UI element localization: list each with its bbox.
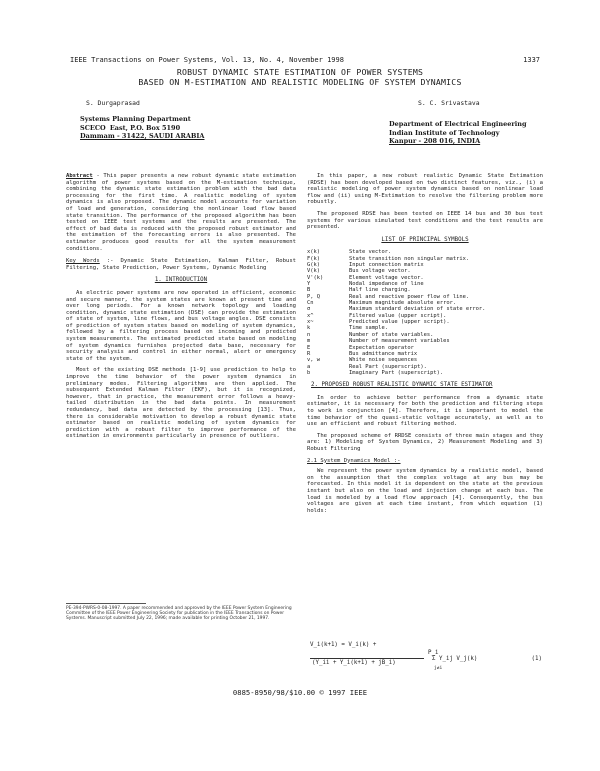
intro-paragraph-2: Most of the existing DSE methods [1-9] use prediction to help to improve the time behavior of the power system dynamics in preliminary modes. Filtering algorithms are then applied. The subsequent Extended Kalman Filter (EKF), but it is recognized, however, that in practice, the measurement error follows a heavy-tailed distribution in the bad data points. In measurement redundancy, bad data are detected by the processing [13]. Thus, there is considerable motivation to develop a robust dynamic state estimator based on realistic modeling of system dynamics for prediction with a robust filter to improve performance of the estimation in environments particularly in presence of outliers. bbox=[66, 367, 296, 440]
equation-numerator: P_i bbox=[428, 650, 439, 656]
symbol-description: Number of state variables. bbox=[349, 331, 434, 338]
right-intro-paragraph-1: In this paper, a new robust realistic Dynamic State Estimation (RDSE) has been developed based on two distinct features, viz., (i) a realistic modeling of power system dynamics based on nonlinear load flow and (ii) using M-Estimation to resolve the filtering problem more robustly. bbox=[307, 173, 543, 206]
keywords-label: Key Words bbox=[66, 258, 100, 265]
equation-fraction-bar bbox=[310, 658, 424, 659]
equation-lhs: V_i(k+1) = V_i(k) + bbox=[310, 642, 377, 648]
symbol: F(k) bbox=[307, 255, 320, 262]
symbols-table bbox=[307, 249, 485, 376]
symbol-description: Bus voltage vector. bbox=[349, 268, 411, 275]
right-intro-paragraph-2: The proposed RDSE has been tested on IEEE 14 bus and 30 bus test systems for various simulated test conditions and the test results are presented. bbox=[307, 210, 543, 231]
abstract-label: Abstract bbox=[66, 173, 93, 179]
author-dept-left: Systems Planning Department bbox=[80, 115, 191, 123]
footnote-rule bbox=[66, 603, 146, 604]
author-affiliation-right bbox=[389, 120, 569, 146]
symbol: Y bbox=[307, 281, 311, 288]
symbol: B bbox=[307, 287, 311, 294]
abstract-text: - This paper presents a new robust dynamic state estimation algorithm of power systems based on the M-estimation technique, combining the dynamic state estimation problem with the bad data processing for the first time. A realistic modeling of system dynamics is also proposed. The dynamic model accounts for variation of load and generation, considering the nonlinear load flow based state transition. The performance of the proposed algorithm has been tested on IEEE test systems and the results are presented. The effect of bad data is reduced with the proposed robust estimator and the estimation of the forecasting errors is also presented. The estimator produces good results for all the system measurement conditions. bbox=[66, 173, 297, 252]
symbol: G(k) bbox=[307, 262, 320, 269]
equation-number: (1) bbox=[531, 656, 542, 662]
author-address-right: Kanpur - 208 016, INDIA bbox=[389, 137, 481, 146]
symbol: P, Q bbox=[307, 293, 320, 300]
equation-denominator: (Y_ii + Y_i(k+1) + jB_i) bbox=[312, 660, 396, 666]
symbol: R bbox=[307, 350, 311, 357]
symbol: m bbox=[307, 338, 311, 345]
author-org-left: SCECO East, P.O. Box 5190 bbox=[80, 123, 181, 132]
symbol: x~ bbox=[307, 319, 314, 326]
equation-sum: Σ Y_ij V_j(k) bbox=[432, 656, 478, 662]
symbol-description: Half line charging. bbox=[349, 287, 411, 294]
left-column bbox=[66, 173, 296, 445]
footnote: PE-394-PWRS-0-08-1997. A paper recommended and approved by the IEEE Power System Engineering Committee of the IEEE Power Engineering Society for publication in the IEEE Transactions on Power Systems. Manuscript submitted July 22, 1996; made available for printing October 21, 1997. bbox=[66, 606, 292, 622]
journal-citation: IEEE Transactions on Power Systems, Vol. 13, No. 4, November 1998 bbox=[70, 56, 344, 64]
symbol: E bbox=[307, 344, 311, 351]
paper-title-line-1: ROBUST DYNAMIC STATE ESTIMATION OF POWER SYSTEMS bbox=[176, 67, 424, 77]
symbol-description: Expectation operator bbox=[349, 344, 414, 351]
equation-sum-index: j≠i bbox=[434, 666, 443, 671]
symbol-row bbox=[307, 370, 485, 376]
symbol-description: Element voltage vector. bbox=[349, 274, 424, 281]
symbol: a bbox=[307, 363, 311, 370]
symbol: n bbox=[307, 331, 311, 338]
symbol: σ bbox=[307, 306, 311, 313]
symbol-description: Input connection matrix bbox=[349, 262, 424, 269]
symbol-description: Imaginary Part (superscript). bbox=[349, 369, 444, 376]
symbols-heading: LIST OF PRINCIPAL SYMBOLS bbox=[381, 236, 469, 243]
symbol-description: State vector. bbox=[349, 249, 392, 256]
symbol: x(k) bbox=[307, 249, 320, 256]
copyright-line: 0885-8950/98/$10.00 © 1997 IEEE bbox=[232, 688, 368, 697]
symbol-description: Maximum magnitude absolute error. bbox=[349, 300, 457, 307]
symbol-description: Predicted value (upper script). bbox=[349, 319, 450, 326]
symbol: b bbox=[307, 369, 311, 376]
symbol-description: State transition non singular matrix. bbox=[349, 255, 470, 262]
symbol-description: Filtered value (upper script). bbox=[349, 312, 447, 319]
symbol-description: Real and reactive power flow of line. bbox=[349, 293, 470, 300]
section-heading-2: 2. PROPOSED ROBUST REALISTIC DYNAMIC STATE ESTIMATOR bbox=[311, 382, 493, 389]
symbol-description: Real Part (superscript). bbox=[349, 363, 427, 370]
symbol-description: Time sample. bbox=[349, 325, 388, 332]
symbol: Cn bbox=[307, 300, 314, 307]
page-number: 1337 bbox=[523, 56, 540, 64]
symbol: V(k) bbox=[307, 268, 320, 275]
symbol: v, w bbox=[307, 357, 320, 364]
running-header bbox=[70, 56, 540, 64]
symbol: V'(k) bbox=[307, 274, 324, 281]
symbol: k bbox=[307, 325, 311, 332]
equation-1 bbox=[310, 642, 546, 682]
intro-paragraph-1: As electric power systems are now operated in efficient, economic and secure manner, the system states are known at present time and over long periods. For a known network topology and loading condition, dynamic state estimation (DSE) can provide the estimation of state of system, line flows, and bus voltage angles. DSE consists of prediction of system states based on modeling of system dynamics, followed by a filtering process based on incoming and predicted system measurements. The estimated predicted state based on modeling of system dynamics furnishes projected data base, necessary for security analysis and control in either normal, alert or emergency state of the system. bbox=[66, 289, 296, 362]
author-org-right: Indian Institute of Technology bbox=[389, 128, 500, 137]
paper-title-line-2: BASED ON M-ESTIMATION AND REALISTIC MODELING OF SYSTEM DYNAMICS bbox=[138, 77, 462, 87]
section21-paragraph-1: We represent the power system dynamics by a realistic model, based on the assumption that the complex voltage at any bus may be forecasted. In this model it is dependent on the state at the previous instant but also on the load and injection change at each bus. The load is modeled by a load flow approach [4]. Consequently, the bus voltages are given at each time instant, from which equation (1) holds: bbox=[307, 468, 543, 514]
section2-paragraph-2: The proposed scheme of RRDSE consists of three main stages and they are: 1) Modeling of System Dynamics, 2) Measurement Modeling and 3) Robust Filtering bbox=[307, 432, 543, 452]
author-affiliation-left bbox=[80, 115, 280, 141]
symbol-description: White noise sequences bbox=[349, 357, 418, 364]
symbol-description: Bus admittance matrix bbox=[349, 350, 418, 357]
author-address-left: Dammam - 31422, SAUDI ARABIA bbox=[80, 132, 205, 141]
author-name-left: S. Durgaprasad bbox=[86, 99, 140, 107]
section2-paragraph-1: In order to achieve better performance from a dynamic state estimator, it is necessary for both the prediction and filtering steps to work in conjunction [4]. Therefore, it is important to model the time behavior of the quasi-static voltage accurately, as well as to use an efficient and robust filtering method. bbox=[307, 394, 543, 428]
symbol-description: Maximum standard deviation of state error. bbox=[349, 306, 486, 313]
abstract bbox=[66, 173, 296, 252]
author-dept-right: Department of Electrical Engineering bbox=[389, 120, 527, 128]
keywords bbox=[66, 258, 296, 271]
right-column bbox=[307, 173, 543, 519]
symbol: x^ bbox=[307, 312, 314, 319]
section-heading-2-1: 2.1 System Dynamics Model :- bbox=[307, 457, 401, 464]
author-name-right: S. C. Srivastava bbox=[418, 99, 480, 107]
symbol-description: Nodal impedance of line bbox=[349, 281, 424, 288]
section-heading-introduction: 1. INTRODUCTION bbox=[154, 277, 208, 284]
symbol-description: Number of measurement variables bbox=[349, 338, 450, 345]
keywords-text: :- Dynamic State Estimation, Kalman Filter, Robust Filtering, State Prediction, Power Systems, Dynamic Modeling bbox=[66, 258, 296, 271]
